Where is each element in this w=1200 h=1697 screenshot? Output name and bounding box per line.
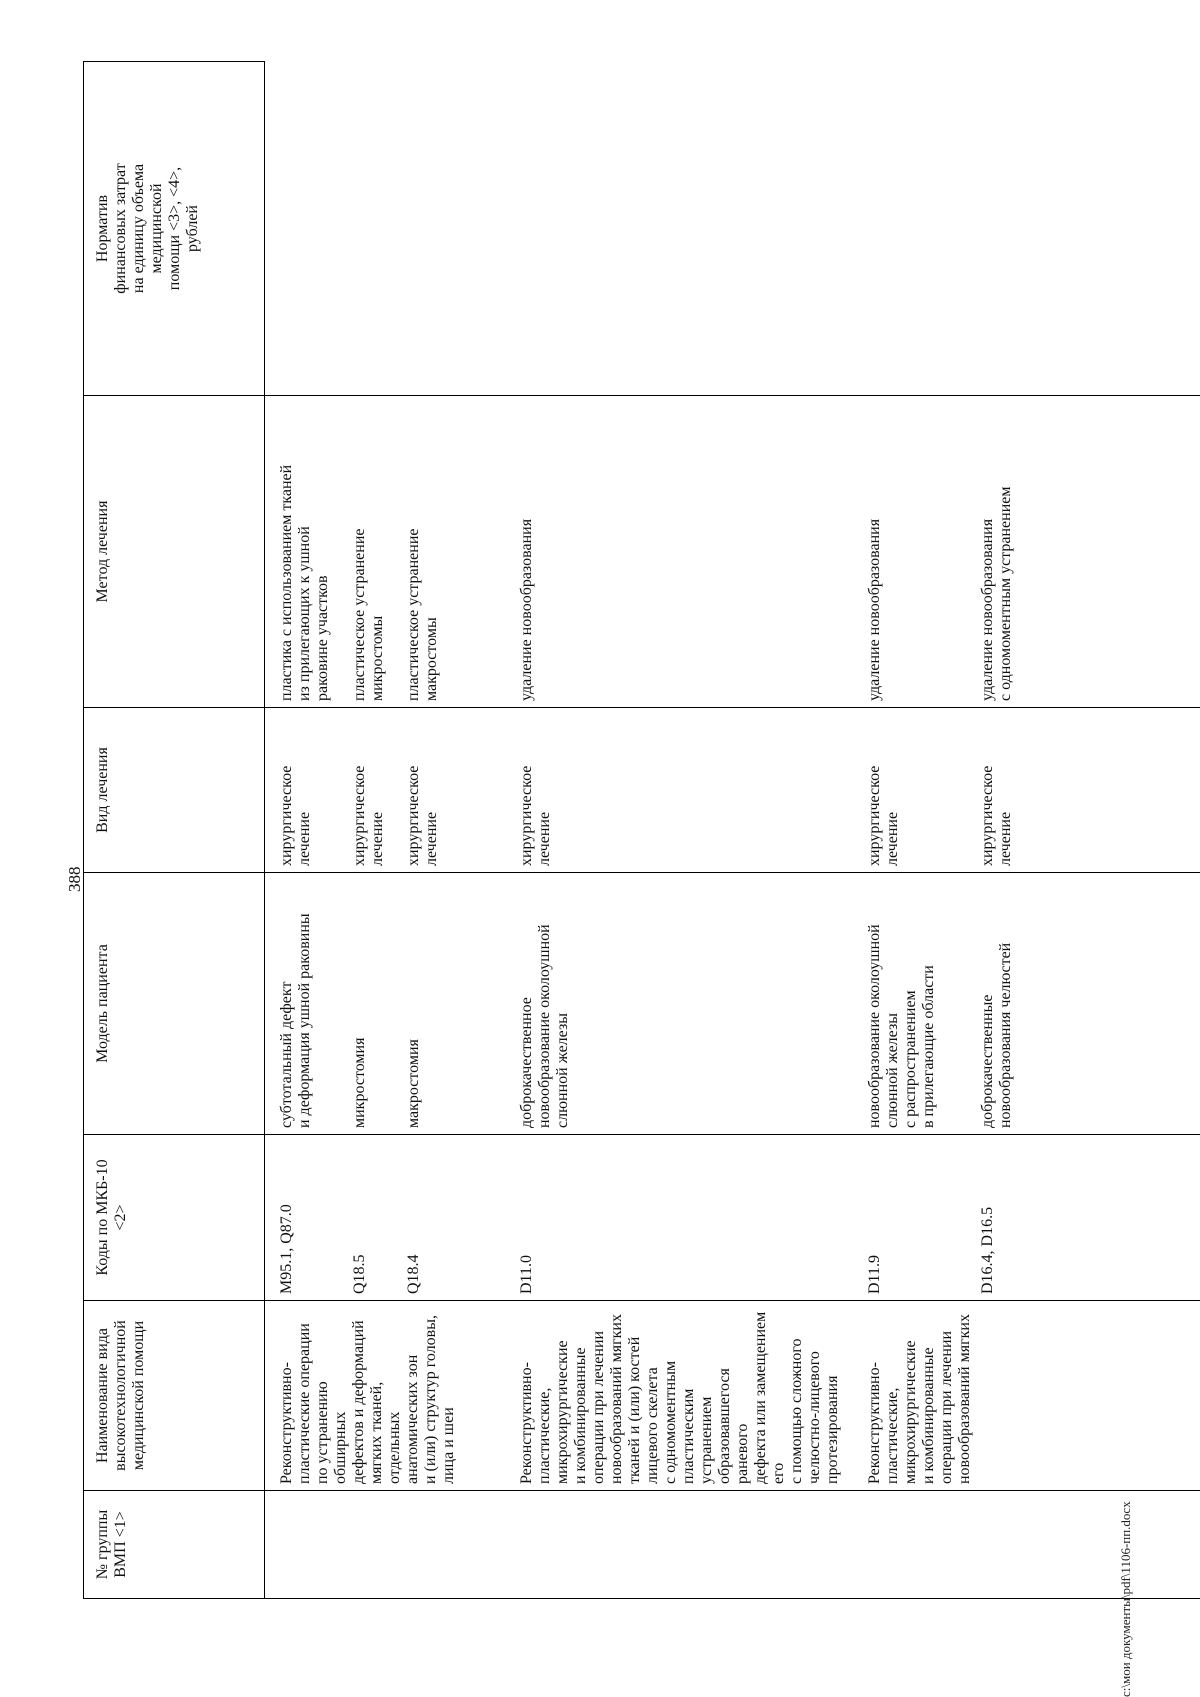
patient-model: субтотальный дефект и деформация ушной раковины: [278, 913, 313, 1128]
icd-codes-column: [265, 1135, 1200, 1301]
table-header-row: [84, 62, 265, 1599]
treatment-method: пластика с использованием тканей из прилегающих к ушной раковине участков: [278, 464, 331, 701]
header-icd-codes: Коды по МКБ-10 <2>: [84, 1135, 265, 1301]
treatment-method: удаление новообразования: [866, 518, 883, 701]
treatment-method: удаление новообразования: [518, 518, 535, 701]
footer-file-path: c:\мои документы\pdf\1106-пп.docx: [1118, 1501, 1133, 1697]
patient-model: макростомия: [405, 1039, 422, 1128]
icd-code: D16.4, D16.5: [979, 1206, 996, 1294]
treatment-type: хирургическое лечение: [518, 765, 553, 866]
treatment-type-column: [265, 708, 1200, 873]
treatment-method: удаление новообразования с одномоментным устранением: [979, 486, 1014, 701]
section-name: Реконструктивно- пластические, микрохирургические и комбинированные операции при лечении новообразований мягких тканей и (или) костей лицевого скелета с одномоментным пластическим устранением образовавшегося раневого дефекта или замещением его с помощью сложного челюстно-лицевого протезирования: [518, 1311, 841, 1484]
page-number: 388: [65, 866, 84, 892]
icd-code: M95.1, Q87.0: [278, 1204, 295, 1294]
icd-code: D11.9: [866, 1255, 883, 1294]
header-cost-norm: Норматив финансовых затрат на единицу объема медицинской помощи <3>, <4>, рублей: [84, 62, 265, 396]
group-no-cell: [265, 1491, 1200, 1599]
section-name: Реконструктивно- пластические операции по устранению обширных дефектов и деформаций мягких тканей, отдельных анатомических зон и (или) структур головы, лица и шеи: [278, 1315, 457, 1484]
header-group-no: № группы ВМП <1>: [84, 1491, 265, 1599]
header-patient-model: Модель пациента: [84, 873, 265, 1135]
treatment-type: хирургическое лечение: [351, 765, 386, 866]
cost-norm-cell: [265, 62, 1200, 396]
patient-model: доброкачественное новообразование околоушной слюнной железы: [518, 924, 571, 1128]
vmp-name-column: [265, 1301, 1200, 1491]
icd-code: Q18.4: [405, 1254, 422, 1294]
icd-code: D11.0: [518, 1255, 535, 1294]
header-vmp-name: Наименование вида высокотехнологичной медицинской помощи: [84, 1301, 265, 1491]
treatment-method: пластическое устранение микростомы: [351, 528, 386, 701]
section-name: Реконструктивно- пластические, микрохирургические и комбинированные операции при лечении новообразований мягких: [866, 1314, 973, 1484]
header-treatment-method: Метод лечения: [84, 396, 265, 708]
treatment-type: хирургическое лечение: [405, 765, 440, 866]
treatment-type: хирургическое лечение: [866, 765, 901, 866]
header-treatment-type: Вид лечения: [84, 708, 265, 873]
table-body-row: [265, 62, 1200, 1599]
treatment-type: хирургическое лечение: [278, 765, 313, 866]
patient-model: новообразование околоушной слюнной железы с распространением в прилегающие области: [866, 924, 937, 1128]
patient-model: доброкачественные новообразования челюстей: [979, 942, 1014, 1128]
vmp-table: [83, 61, 1200, 1599]
patient-model-column: [265, 873, 1200, 1135]
icd-code: Q18.5: [351, 1254, 368, 1294]
patient-model: микростомия: [351, 1037, 368, 1128]
treatment-type: хирургическое лечение: [979, 765, 1014, 866]
treatment-method: пластическое устранение макростомы: [405, 528, 440, 701]
treatment-method-column: [265, 396, 1200, 708]
